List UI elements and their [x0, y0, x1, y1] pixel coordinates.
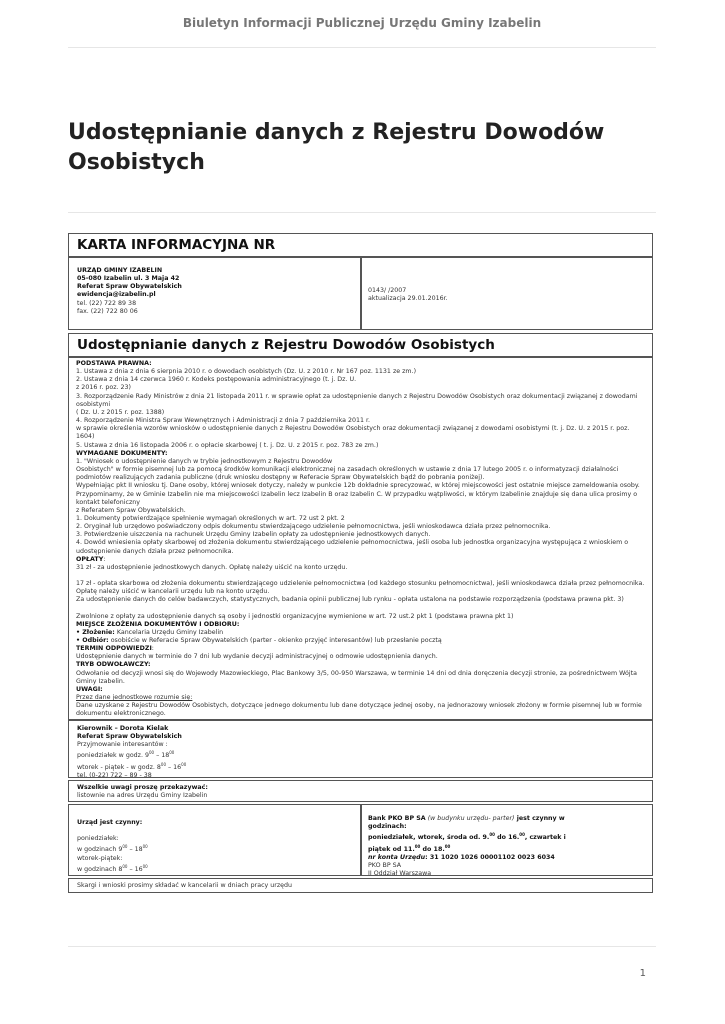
karta-number: 0143/ /2007: [368, 287, 407, 294]
legal-basis-line: 4. Rozporządzenie Ministra Spraw Wewnętrznych i Administracji z dnia 7 października 2011 r.: [76, 417, 371, 425]
bank-line-2: godzinach:: [368, 823, 407, 831]
required-docs-line: udostępnienie danych działa przez pełnomocnika.: [76, 547, 234, 555]
bank-account-number: : 31 1020 1026 00001102 0023 6034: [425, 853, 555, 861]
bank-line-1: [368, 815, 646, 823]
fees-line: 31 zł - za udostępnienie jednostkowych danych. Opłatę należy uiścić na konto urzędu.: [76, 563, 348, 571]
page-number: 1: [639, 968, 646, 979]
remarks-label: Wszelkie uwagi proszę przekazywać:: [77, 784, 208, 791]
legal-basis-line: w sprawie określenia wzorów wniosków o udostępnienie danych z Rejestru Dowodów Osobistych oraz dokumentacji związanej z dowodami osobistymi (t. j. Dz. U. z 2015 r. poz. 1604): [76, 425, 630, 441]
legal-basis-line: 1. Ustawa z dnia z dnia 6 sierpnia 2010 r. o dowodach osobistych (Dz. U. z 2010 r. Nr 167 poz. 1131 ze zm.): [76, 368, 417, 376]
fees-colon: :: [103, 555, 106, 563]
legal-basis-line: z 2016 r. poz. 23): [76, 384, 131, 392]
required-docs-line: Osobistych" w formie pisemnej lub za pomocą środków komunikacji elektronicznej na zasadach określonych w ustawie z dnia 17 lutego 2005 r. o informatyzacji działalności: [76, 466, 619, 474]
section-body: [76, 360, 648, 719]
bank-name: Bank PKO BP SA: [368, 815, 426, 822]
deadline-colon: :: [151, 645, 154, 653]
manager-name: Kierownik – Dorota Kielak: [77, 725, 169, 732]
remarks-text: listownie na adres Urzędu Gminy Izabelin: [77, 792, 208, 800]
office-email[interactable]: ewidencja@izabelin.pl: [77, 291, 156, 299]
remarks-box: [68, 780, 653, 802]
place-submit: Kancelaria Urzędu Gminy Izabelin: [114, 628, 224, 636]
required-docs-line: podmiotów realizujących zadania publiczne (druk wniosku dostępny w Referacie Spraw Obywatelskich bądź do pobrania poniżej).: [76, 474, 485, 482]
office-fax: fax. (22) 722 80 06: [77, 307, 138, 315]
fees-label: OPŁATY: [76, 555, 104, 563]
place-label: MIEJSCE ZŁOŻENIA DOKUMENTÓW I ODBIORU:: [76, 620, 240, 628]
office-department: Referat Spraw Obywatelskich: [77, 283, 182, 291]
page-title: [68, 118, 656, 178]
legal-basis-line: osobistymi: [76, 400, 111, 408]
footer-divider: [68, 946, 656, 947]
karta-number-cell: [361, 257, 653, 330]
manager-hours-mon: poniedziałek w godz. $9^{00} - 18^{00}$: [77, 750, 175, 760]
bank-open-suffix: jest czynny w: [514, 815, 565, 822]
required-docs-line: 4. Dowód wniesienia opłaty skarbowej od złożenia dokumentu stwierdzającego udzielenie pełnomocnictwa, jeśli osoba lub jednostka organizacyjna występująca z wnioskiem o: [76, 539, 629, 547]
office-hours-tue-label: wtorek-piątek:: [77, 854, 123, 862]
fees-exempt: Zwolnione z opłaty za udostępnienie danych są osoby i jednostki organizacyjne wymienione w art. 72 ust.2 pkt 1 (podstawa prawna pkt 1): [76, 612, 514, 620]
place-submit-label: • Złożenie:: [76, 628, 115, 636]
office-hours-cell: [68, 804, 361, 876]
karta-heading: KARTA INFORMACYJNA NR: [77, 237, 276, 253]
required-docs-line: z Referatem Spraw Obywatelskich.: [76, 506, 186, 514]
required-docs-line: Wypełniając pkt II wniosku tj. Dane osoby, której wniosek dotyczy, należy w punkcie 12b dokładnie sprecyzować, w której miejscowości jest ostatnie miejsce zameldowania osoby.: [76, 482, 640, 490]
deadline-text: Udostępnienie danych w terminie do 7 dni lub wydanie decyzji administracyjnej o odmowie udostępnienia danych.: [76, 653, 438, 661]
header-divider: [68, 47, 656, 48]
notes-line: dokumentu elektronicznego.: [76, 710, 166, 718]
office-address: 05-080 Izabelin ul. 3 Maja 42: [77, 275, 180, 283]
appeal-label: TRYB ODWOŁAWCZY:: [76, 661, 151, 669]
required-docs-line: 3. Potwierdzenie uiszczenia na rachunek Urzędu Gminy Izabelin opłaty za udostępnienie jednostkowych danych.: [76, 531, 431, 539]
legal-basis-line: 3. Rozporządzenie Rady Ministrów z dnia 21 listopada 2011 r. w sprawie opłat za udostępnienie danych z Rejestru Dowodów Osobistych oraz dokumentacji związanej z dowodami: [76, 392, 638, 400]
office-hours-mon-label: poniedziałek:: [77, 835, 119, 843]
bank-location-note: (w budynku urzędu- parter): [425, 815, 515, 822]
bank-line-4: piątek od 11.00 do 18.00: [368, 843, 451, 853]
manager-tel: tel. (0-22) 722 – 89 - 38: [77, 771, 152, 779]
required-docs-line: Przypominamy, że w Gminie Izabelin nie ma miejscowości Izabelin lecz Izabelin B oraz Izabelin C. W przypadku wątpliwości, w którym Izabelinie znajduje się dana ulica prosimy o: [76, 490, 638, 498]
required-docs-line: 1. "Wniosek o udostępnienie danych w trybie jednostkowym z Rejestru Dowodów: [76, 457, 333, 465]
complaints-text: Skargi i wnioski prosimy składać w kancelarii w dniach pracy urzędu: [77, 882, 293, 889]
manager-hours-tue: wtorek - piątek - w godz. $8^{00} - 16^{00}$: [77, 761, 187, 771]
manager-box: [68, 720, 653, 778]
legal-basis-line: 5. Ustawa z dnia 16 listopada 2006 r. o opłacie skarbowej ( t. j. Dz. U. z 2015 r. poz. 783 ze zm.): [76, 441, 379, 449]
notes-underlined: Przez dane jednostkowe rozumie się:: [76, 694, 193, 702]
bank-branch: II Oddział Warszawa: [368, 870, 432, 878]
office-hours-tue: w godzinach $8^{00} - 16^{00}$: [77, 863, 148, 873]
notes-line: Dane uzyskane z Rejestru Dowodów Osobistych, dotyczące jednego dokumentu lub dane dotyczące jednej osoby, na jednorazowy wniosek złożony w formie pisemnej lub w formie: [76, 702, 642, 710]
page-title-line-2: Osobistych: [68, 150, 205, 175]
appeal-line: Odwołanie od decyzji wnosi się do Wojewody Mazowieckiego, Plac Bankowy 3/5, 00-950 Warszawa, w terminie 14 dni od dnia doręczenia decyzji stronie, za pośrednictwem Wójta: [76, 669, 637, 677]
section-heading-box: [68, 333, 653, 357]
bank-short-name: PKO BP SA: [368, 861, 402, 869]
bank-account-label: nr konta Urzędu: [368, 853, 426, 861]
manager-hours-label: Przyjmowanie interesantów :: [77, 741, 168, 749]
office-hours-mon: w godzinach $9^{00} - 18^{00}$: [77, 844, 148, 854]
title-divider: [68, 212, 656, 213]
legal-basis-line: 2. Ustawa z dnia 14 czerwca 1960 r. Kodeks postępowania administracyjnego (t. j. Dz. U.: [76, 376, 357, 384]
site-header: Biuletyn Informacji Publicznej Urzędu Gminy Izabelin: [182, 16, 542, 30]
bank-account: [368, 854, 646, 862]
appeal-line: Gminy Izabelin.: [76, 677, 125, 685]
bank-cell: [361, 804, 653, 876]
place-pickup: osobiście w Referacie Spraw Obywatelskich (parter - okienko przyjęć interesantów) lub przesłanie pocztą: [108, 637, 442, 644]
required-docs-line: 2. Oryginał lub urzędowo poświadczony odpis dokumentu stwierdzającego udzielenie pełnomocnictwa, jeśli wnioskodawca działa przez pełnomocnika.: [76, 523, 551, 531]
office-info-cell: [68, 257, 361, 330]
fees-line: Za udostępnienie danych do celów badawczych, statystycznych, badania opinii publicznej lub rynku - opłata ustalona na podstawie rozporządzenia (podstawa prawna pkt. 3): [76, 596, 624, 604]
place-pickup-label: • Odbiór:: [76, 637, 109, 644]
required-docs-label: WYMAGANE DOKUMENTY:: [76, 449, 168, 457]
karta-updated: aktualizacja 29.01.2016r.: [368, 295, 448, 303]
page-title-line-1: Udostępnianie danych z Rejestru Dowodów: [68, 120, 605, 145]
legal-basis-label: PODSTAWA PRAWNA:: [76, 360, 152, 367]
required-docs-line: 1. Dokumenty potwierdzające spełnienie wymagań określonych w art. 72 ust 2 pkt. 2: [76, 514, 345, 522]
office-hours-label: Urząd jest czynny:: [77, 819, 143, 826]
manager-department: Referat Spraw Obywatelskich: [77, 733, 182, 741]
deadline-label: TERMIN ODPOWIEDZI: [76, 645, 152, 653]
bank-line-3: poniedziałek, wtorek, środa od. 9.00 do 16.00, czwartek i: [368, 832, 566, 842]
notes-label: UWAGI:: [76, 685, 103, 693]
section-heading: Udostępnianie danych z Rejestru Dowodów Osobistych: [77, 337, 495, 353]
fees-line: Opłatę należy uiścić w kancelarii urzędu lub na konto urzędu.: [76, 588, 270, 596]
required-docs-line: kontakt telefoniczny: [76, 498, 140, 506]
complaints-box: [68, 878, 653, 893]
office-tel: tel. (22) 722 89 38: [77, 299, 137, 307]
legal-basis-line: ( Dz. U. z 2015 r. poz. 1388): [76, 408, 165, 416]
fees-line: 17 zł - opłata skarbowa od złożenia dokumentu stwierdzającego udzielenie pełnomocnictwa (od każdego stosunku pełnomocnictwa), jeśli wnioskodawca działa przez pełnomocnika.: [76, 580, 645, 588]
karta-heading-box: [68, 233, 653, 257]
office-name: URZĄD GMINY IZABELIN: [77, 267, 163, 274]
